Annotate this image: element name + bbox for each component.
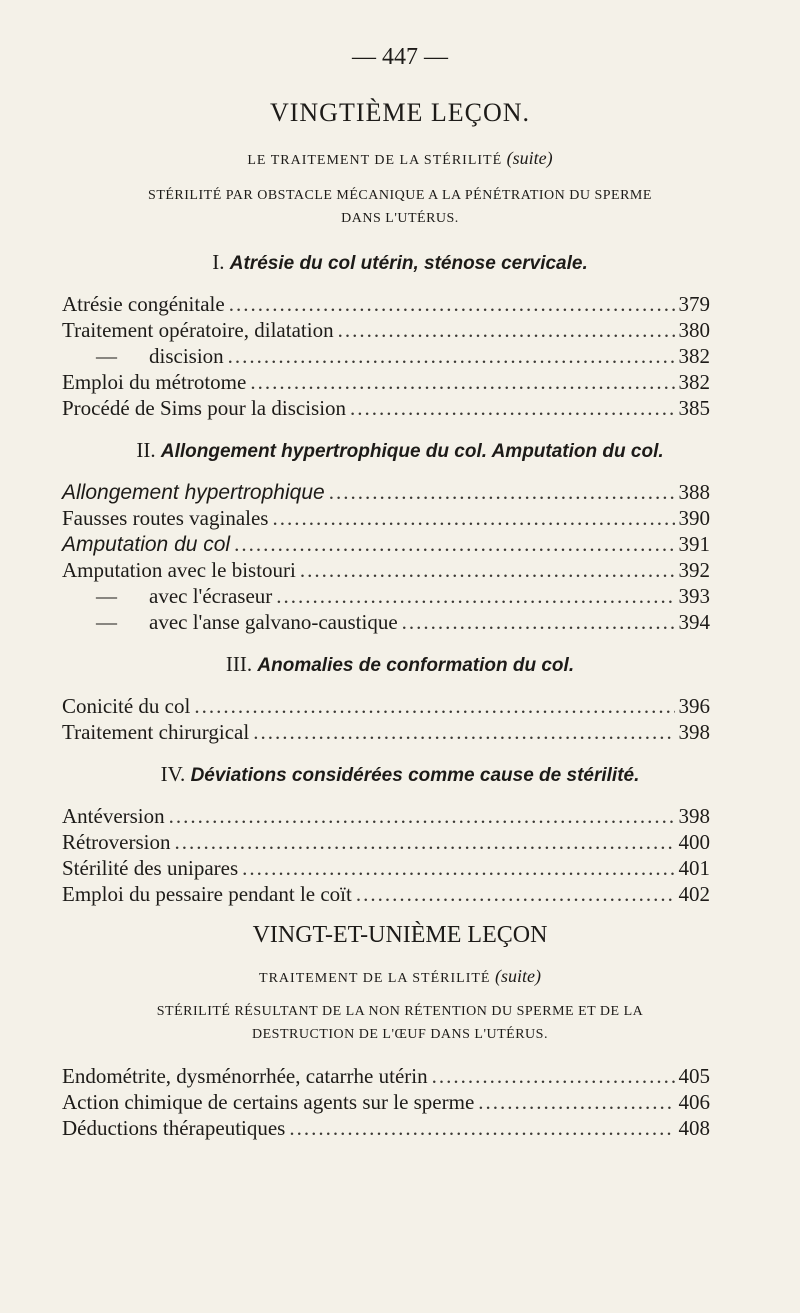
dot-leader <box>338 318 675 343</box>
entry-page: 401 <box>678 856 710 880</box>
section-title: Atrésie du col utérin, sténose cervicale. <box>229 253 588 274</box>
toc-entry <box>62 584 710 610</box>
dot-leader <box>432 1064 675 1089</box>
toc-entry <box>62 318 710 344</box>
toc-entry <box>62 856 710 882</box>
dot-leader <box>234 532 674 557</box>
entry-page: 400 <box>678 830 710 854</box>
dot-leader <box>174 830 674 855</box>
section-heading <box>0 652 800 677</box>
entry-page: 398 <box>678 720 710 744</box>
dot-leader <box>194 694 674 719</box>
entry-label: Conicité du col <box>62 694 191 718</box>
entry-page: 379 <box>678 292 710 316</box>
dot-leader <box>289 1116 674 1141</box>
dot-leader <box>402 610 675 635</box>
section-number: IV. <box>160 762 186 786</box>
entry-page: 398 <box>678 804 710 828</box>
entry-page: 393 <box>678 584 710 608</box>
section-heading <box>0 250 800 275</box>
entry-page: 382 <box>678 344 710 368</box>
chapter-header: STÉRILITÉ PAR OBSTACLE MÉCANIQUE A LA PÉNÉTRATION DU SPERME <box>148 188 652 203</box>
toc-entry <box>62 480 710 506</box>
lesson-subtitle <box>0 966 800 987</box>
entry-label: Déductions thérapeutiques <box>62 1116 286 1140</box>
entry-page: 385 <box>678 396 710 420</box>
subtitle-suite: (suite) <box>506 148 553 168</box>
lesson-subtitle <box>0 148 800 169</box>
section-title: Anomalies de conformation du col. <box>257 655 575 676</box>
section-title: Allongement hypertrophique du col. Amputation du col. <box>160 441 664 462</box>
subtitle-text: TRAITEMENT DE LA STÉRILITÉ <box>259 971 491 986</box>
dot-leader <box>272 506 674 531</box>
toc-entry <box>62 804 710 830</box>
dot-leader <box>169 804 675 829</box>
entry-label: discision <box>149 344 224 368</box>
lesson-title: VINGT-ET-UNIÈME LEÇON <box>252 922 548 948</box>
entry-label: Amputation du col <box>62 533 231 556</box>
dot-leader <box>300 558 675 583</box>
page-number: — 447 — <box>352 44 448 70</box>
toc-entry <box>62 370 710 396</box>
section-number: II. <box>136 438 156 462</box>
dot-leader <box>329 480 675 505</box>
toc-entry <box>62 396 710 422</box>
toc-entry <box>62 1116 710 1142</box>
toc-entry <box>62 694 710 720</box>
chapter-header-continued: DANS L'UTÉRUS. <box>341 211 459 226</box>
toc-entry <box>62 532 710 558</box>
chapter-header: STÉRILITÉ RÉSULTANT DE LA NON RÉTENTION DU SPERME ET DE LA <box>156 1004 644 1019</box>
toc-entry <box>62 506 710 532</box>
entry-page: 380 <box>678 318 710 342</box>
dot-leader <box>276 584 674 609</box>
entry-page: 390 <box>678 506 710 530</box>
entry-page: 396 <box>678 694 710 718</box>
toc-entry <box>62 1064 710 1090</box>
dot-leader <box>228 344 675 369</box>
dot-leader <box>229 292 675 317</box>
entry-label: Stérilité des unipares <box>62 856 239 880</box>
toc-entry <box>62 344 710 370</box>
entry-label: Endométrite, dysménorrhée, catarrhe utérin <box>62 1064 428 1088</box>
entry-label: Atrésie congénitale <box>62 292 225 316</box>
subtitle-suite: (suite) <box>494 966 541 986</box>
entry-label: avec l'écraseur <box>149 584 273 608</box>
entry-page: 408 <box>678 1116 710 1140</box>
toc-entry <box>62 830 710 856</box>
entry-page: 392 <box>678 558 710 582</box>
entry-page: 388 <box>678 480 710 504</box>
entry-label: Traitement opératoire, dilatation <box>62 318 334 342</box>
toc-entry <box>62 610 710 636</box>
toc-entry <box>62 1090 710 1116</box>
entry-label: avec l'anse galvano-caustique <box>149 610 398 634</box>
section-number: I. <box>212 250 225 274</box>
chapter-header-continued: DESTRUCTION DE L'ŒUF DANS L'UTÉRUS. <box>252 1027 548 1042</box>
section-heading <box>0 762 800 787</box>
dot-leader <box>253 720 674 745</box>
dot-leader <box>356 882 675 907</box>
toc-entry <box>62 720 710 746</box>
dot-leader <box>350 396 674 421</box>
toc-entry <box>62 882 710 908</box>
entry-label: Antéversion <box>62 804 165 828</box>
entry-page: 382 <box>678 370 710 394</box>
entry-dash: — <box>96 344 117 368</box>
toc-entry <box>62 292 710 318</box>
dot-leader <box>478 1090 674 1115</box>
entry-label: Fausses routes vaginales <box>62 506 269 530</box>
section-heading <box>0 438 800 463</box>
entry-label: Emploi du pessaire pendant le coït <box>62 882 352 906</box>
entry-label: Emploi du métrotome <box>62 370 247 394</box>
section-number: III. <box>225 652 253 676</box>
entry-dash: — <box>96 610 117 634</box>
entry-page: 394 <box>678 610 710 634</box>
toc-entry <box>62 558 710 584</box>
entry-page: 402 <box>678 882 710 906</box>
dot-leader <box>242 856 674 881</box>
entry-page: 406 <box>678 1090 710 1114</box>
entry-dash: — <box>96 584 117 608</box>
entry-label: Rétroversion <box>62 830 171 854</box>
entry-page: 391 <box>678 532 710 556</box>
lesson-title: VINGTIÈME LEÇON. <box>269 98 531 127</box>
entry-page: 405 <box>678 1064 710 1088</box>
entry-label: Amputation avec le bistouri <box>62 558 296 582</box>
section-title: Déviations considérées comme cause de stérilité. <box>190 765 640 786</box>
dot-leader <box>250 370 674 395</box>
entry-label: Action chimique de certains agents sur le sperme <box>62 1090 475 1114</box>
subtitle-text: LE TRAITEMENT DE LA STÉRILITÉ <box>247 153 503 168</box>
entry-label: Allongement hypertrophique <box>62 481 325 504</box>
entry-label: Traitement chirurgical <box>62 720 250 744</box>
entry-label: Procédé de Sims pour la discision <box>62 396 347 420</box>
